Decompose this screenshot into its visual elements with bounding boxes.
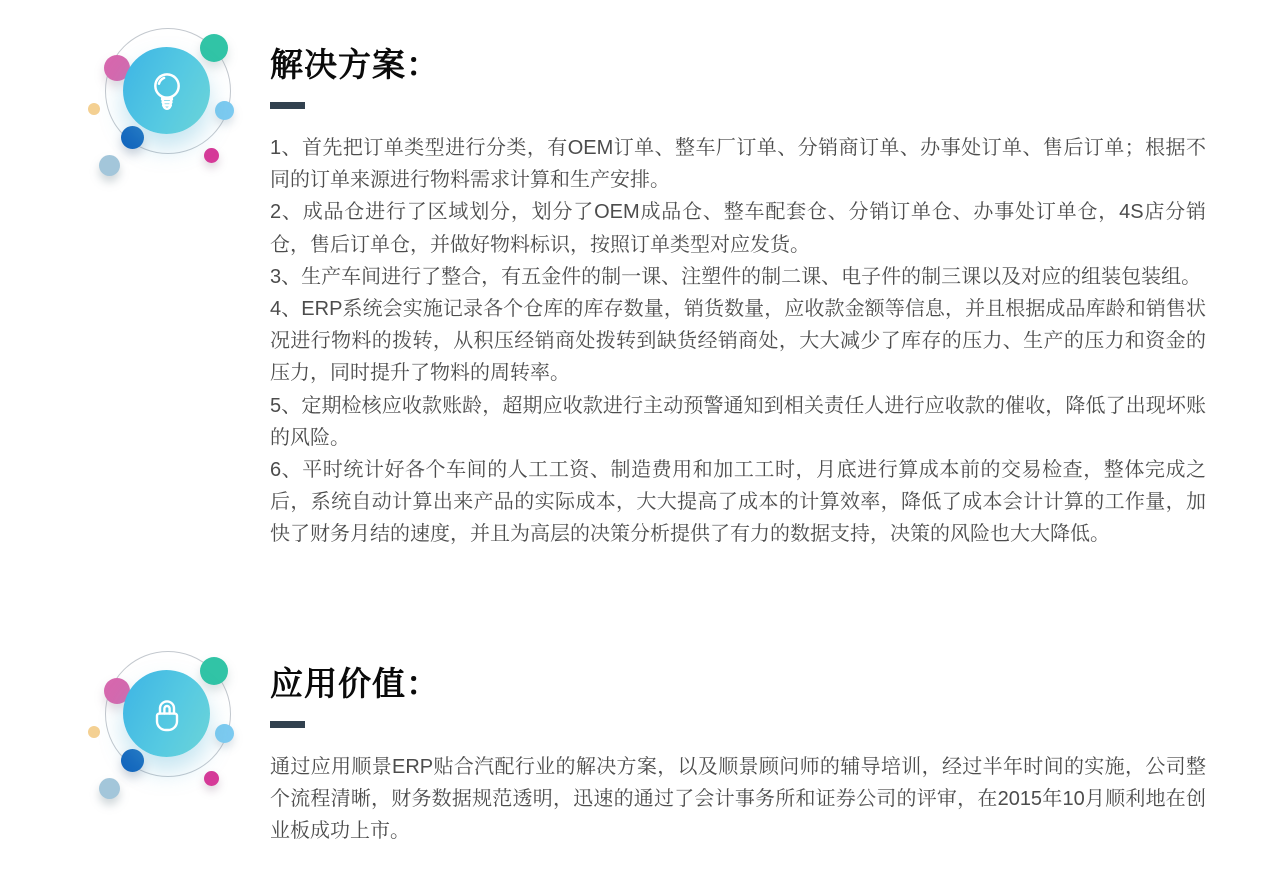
title-underline <box>270 721 305 728</box>
decor-dot-light-blue <box>215 724 234 743</box>
decor-dot-teal <box>200 34 228 62</box>
lightbulb-icon <box>123 47 210 134</box>
solution-content <box>270 47 1206 551</box>
value-content <box>270 666 1206 848</box>
solution-item-5: 5、定期检核应收款账龄，超期应收款进行主动预警通知到相关责任人进行应收款的催收，降低了出现坏账的风险。 <box>270 394 1206 449</box>
decor-dot-dark-blue <box>121 749 144 772</box>
decor-dot-dark-blue <box>121 126 144 149</box>
solution-item-3: 3、生产车间进行了整合，有五金件的制一课、注塑件的制二课、电子件的制三课以及对应的组装包装组。 <box>270 265 1202 288</box>
solution-title: 解决方案： <box>270 46 440 83</box>
solution-item-1: 1、首先把订单类型进行分类，有OEM订单、整车厂订单、分销商订单、办事处订单、售后订单；根据不同的订单来源进行物料需求计算和生产安排。 <box>270 137 1206 192</box>
decor-dot-yellow <box>88 726 100 738</box>
lock-icon-badge <box>86 645 236 805</box>
value-title: 应用价值： <box>270 665 440 702</box>
decor-dot-teal <box>200 657 228 685</box>
title-underline <box>270 102 305 109</box>
solution-list <box>270 132 1206 551</box>
value-section <box>0 623 1264 889</box>
solution-item-6: 6、平时统计好各个车间的人工工资、制造费用和加工工时，月底进行算成本前的交易检查，整体完成之后，系统自动计算出来产品的实际成本，大大提高了成本的计算效率，降低了成本会计计算的工作量，加快了财务月结的速度，并且为高层的决策分析提供了有力的数据支持，决策的风险也大大降低。 <box>270 459 1206 546</box>
value-paragraph: 通过应用顺景ERP贴合汽配行业的解决方案，以及顺景顾问师的辅导培训，经过半年时间的实施，公司整个流程清晰，财务数据规范透明，迅速的通过了会计事务所和证券公司的评审，在2015年10月顺利地在创业板成功上市。 <box>270 756 1206 843</box>
lock-icon <box>123 670 210 757</box>
value-body <box>270 751 1206 848</box>
solution-item-4: 4、ERP系统会实施记录各个仓库的库存数量，销货数量，应收款金额等信息，并且根据成品库龄和销售状况进行物料的拨转，从积压经销商处拨转到缺货经销商处，大大减少了库存的压力、生产的压力和资金的压力，同时提升了物料的周转率。 <box>270 298 1206 385</box>
decor-dot-yellow <box>88 103 100 115</box>
decor-dot-magenta <box>204 148 219 163</box>
lightbulb-icon-badge <box>86 22 236 182</box>
decor-dot-magenta <box>204 771 219 786</box>
solution-item-2: 2、成品仓进行了区域划分，划分了OEM成品仓、整车配套仓、分销订单仓、办事处订单仓，4S店分销仓，售后订单仓，并做好物料标识，按照订单类型对应发货。 <box>270 201 1206 256</box>
decor-dot-light-blue <box>215 101 234 120</box>
decor-dot-pale-blue <box>99 778 120 799</box>
decor-dot-pale-blue <box>99 155 120 176</box>
